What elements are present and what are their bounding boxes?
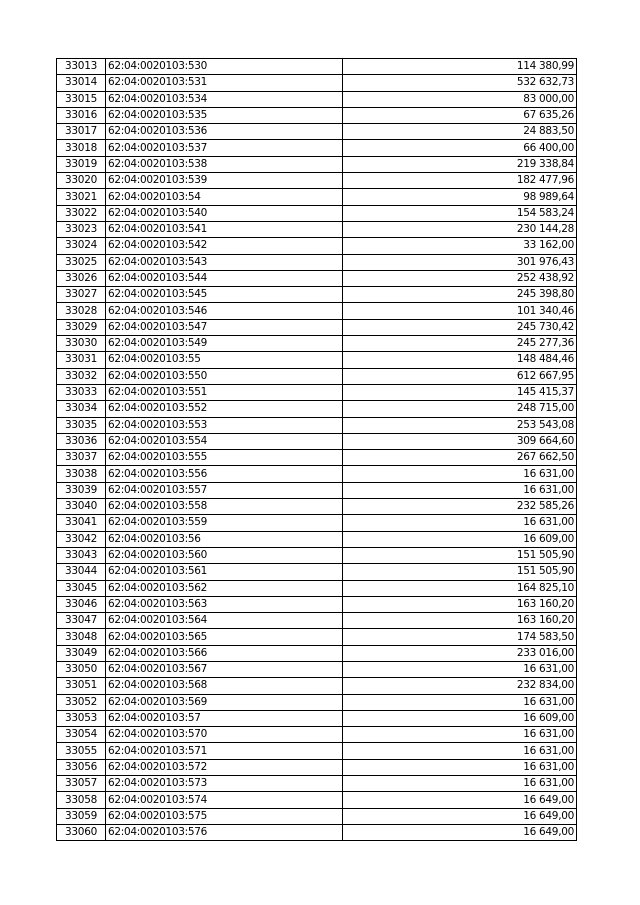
cadastral-number-cell: 62:04:0020103:553 [106, 417, 343, 433]
table-row [57, 515, 577, 531]
row-number-cell: 33059 [57, 808, 106, 824]
table-row [57, 727, 577, 743]
row-number-cell: 33034 [57, 401, 106, 417]
cadastral-value-cell: 16 631,00 [343, 466, 577, 482]
cadastral-number-cell: 62:04:0020103:560 [106, 547, 343, 563]
cadastral-value-cell: 612 667,95 [343, 368, 577, 384]
cadastral-value-cell: 248 715,00 [343, 401, 577, 417]
cadastral-value-cell: 16 631,00 [343, 727, 577, 743]
cadastral-number-cell: 62:04:0020103:56 [106, 531, 343, 547]
cadastral-value-cell: 309 664,60 [343, 433, 577, 449]
table-row [57, 547, 577, 563]
table-row [57, 303, 577, 319]
row-number-cell: 33026 [57, 270, 106, 286]
cadastral-number-cell: 62:04:0020103:539 [106, 173, 343, 189]
row-number-cell: 33013 [57, 59, 106, 75]
cadastral-number-cell: 62:04:0020103:558 [106, 499, 343, 515]
table-row [57, 75, 577, 91]
table-row [57, 759, 577, 775]
table-row [57, 140, 577, 156]
row-number-cell: 33055 [57, 743, 106, 759]
row-number-cell: 33020 [57, 173, 106, 189]
cadastral-number-cell: 62:04:0020103:547 [106, 319, 343, 335]
table-row [57, 678, 577, 694]
row-number-cell: 33051 [57, 678, 106, 694]
row-number-cell: 33022 [57, 205, 106, 221]
row-number-cell: 33029 [57, 319, 106, 335]
cadastral-number-cell: 62:04:0020103:542 [106, 238, 343, 254]
cadastral-value-cell: 532 632,73 [343, 75, 577, 91]
table-row [57, 270, 577, 286]
table-row [57, 124, 577, 140]
row-number-cell: 33049 [57, 645, 106, 661]
row-number-cell: 33017 [57, 124, 106, 140]
cadastral-number-cell: 62:04:0020103:565 [106, 629, 343, 645]
row-number-cell: 33058 [57, 792, 106, 808]
row-number-cell: 33057 [57, 776, 106, 792]
cadastral-number-cell: 62:04:0020103:569 [106, 694, 343, 710]
table-row [57, 596, 577, 612]
cadastral-value-cell: 66 400,00 [343, 140, 577, 156]
table-row [57, 710, 577, 726]
row-number-cell: 33030 [57, 336, 106, 352]
row-number-cell: 33019 [57, 156, 106, 172]
row-number-cell: 33039 [57, 482, 106, 498]
row-number-cell: 33037 [57, 450, 106, 466]
cadastral-value-cell: 16 649,00 [343, 824, 577, 840]
cadastral-value-cell: 16 631,00 [343, 759, 577, 775]
cadastral-number-cell: 62:04:0020103:552 [106, 401, 343, 417]
row-number-cell: 33018 [57, 140, 106, 156]
table-row [57, 189, 577, 205]
table-row [57, 205, 577, 221]
cadastral-number-cell: 62:04:0020103:571 [106, 743, 343, 759]
row-number-cell: 33043 [57, 547, 106, 563]
table-row [57, 613, 577, 629]
row-number-cell: 33048 [57, 629, 106, 645]
row-number-cell: 33014 [57, 75, 106, 91]
cadastral-value-cell: 16 609,00 [343, 531, 577, 547]
row-number-cell: 33035 [57, 417, 106, 433]
table-row [57, 792, 577, 808]
cadastral-number-cell: 62:04:0020103:545 [106, 287, 343, 303]
cadastral-value-cell: 67 635,26 [343, 107, 577, 123]
row-number-cell: 33016 [57, 107, 106, 123]
cadastral-value-cell: 33 162,00 [343, 238, 577, 254]
cadastral-value-cell: 163 160,20 [343, 613, 577, 629]
cadastral-value-cell: 232 834,00 [343, 678, 577, 694]
table-row [57, 221, 577, 237]
table-row [57, 254, 577, 270]
table-row [57, 352, 577, 368]
table-row [57, 580, 577, 596]
table-row [57, 564, 577, 580]
row-number-cell: 33038 [57, 466, 106, 482]
row-number-cell: 33025 [57, 254, 106, 270]
table-row [57, 661, 577, 677]
cadastral-number-cell: 62:04:0020103:562 [106, 580, 343, 596]
cadastral-number-cell: 62:04:0020103:530 [106, 59, 343, 75]
cadastral-value-cell: 233 016,00 [343, 645, 577, 661]
cadastral-number-cell: 62:04:0020103:574 [106, 792, 343, 808]
table-row [57, 384, 577, 400]
cadastral-number-cell: 62:04:0020103:535 [106, 107, 343, 123]
table-row [57, 368, 577, 384]
cadastral-value-cell: 219 338,84 [343, 156, 577, 172]
row-number-cell: 33027 [57, 287, 106, 303]
table-row [57, 499, 577, 515]
cadastral-value-cell: 301 976,43 [343, 254, 577, 270]
cadastral-number-cell: 62:04:0020103:550 [106, 368, 343, 384]
table-body [57, 59, 577, 841]
table-row [57, 336, 577, 352]
table-row [57, 287, 577, 303]
cadastral-value-cell: 163 160,20 [343, 596, 577, 612]
cadastral-number-cell: 62:04:0020103:538 [106, 156, 343, 172]
cadastral-value-table [56, 58, 577, 841]
row-number-cell: 33046 [57, 596, 106, 612]
cadastral-value-cell: 101 340,46 [343, 303, 577, 319]
row-number-cell: 33021 [57, 189, 106, 205]
cadastral-number-cell: 62:04:0020103:561 [106, 564, 343, 580]
table-row [57, 173, 577, 189]
row-number-cell: 33015 [57, 91, 106, 107]
row-number-cell: 33031 [57, 352, 106, 368]
table-row [57, 91, 577, 107]
table-row [57, 645, 577, 661]
cadastral-value-cell: 245 398,80 [343, 287, 577, 303]
cadastral-number-cell: 62:04:0020103:54 [106, 189, 343, 205]
cadastral-number-cell: 62:04:0020103:572 [106, 759, 343, 775]
cadastral-value-cell: 164 825,10 [343, 580, 577, 596]
cadastral-value-cell: 16 631,00 [343, 776, 577, 792]
cadastral-value-cell: 148 484,46 [343, 352, 577, 368]
cadastral-number-cell: 62:04:0020103:549 [106, 336, 343, 352]
cadastral-number-cell: 62:04:0020103:573 [106, 776, 343, 792]
row-number-cell: 33060 [57, 824, 106, 840]
cadastral-value-cell: 252 438,92 [343, 270, 577, 286]
cadastral-number-cell: 62:04:0020103:554 [106, 433, 343, 449]
cadastral-value-cell: 232 585,26 [343, 499, 577, 515]
table-row [57, 808, 577, 824]
cadastral-value-cell: 16 649,00 [343, 792, 577, 808]
table-row [57, 59, 577, 75]
cadastral-value-cell: 230 144,28 [343, 221, 577, 237]
cadastral-value-cell: 16 609,00 [343, 710, 577, 726]
cadastral-number-cell: 62:04:0020103:575 [106, 808, 343, 824]
row-number-cell: 33036 [57, 433, 106, 449]
cadastral-value-cell: 151 505,90 [343, 547, 577, 563]
row-number-cell: 33044 [57, 564, 106, 580]
cadastral-value-cell: 16 631,00 [343, 482, 577, 498]
cadastral-number-cell: 62:04:0020103:555 [106, 450, 343, 466]
cadastral-value-cell: 253 543,08 [343, 417, 577, 433]
row-number-cell: 33056 [57, 759, 106, 775]
cadastral-number-cell: 62:04:0020103:570 [106, 727, 343, 743]
cadastral-value-cell: 245 277,36 [343, 336, 577, 352]
cadastral-number-cell: 62:04:0020103:557 [106, 482, 343, 498]
table-row [57, 824, 577, 840]
cadastral-value-cell: 16 649,00 [343, 808, 577, 824]
table-row [57, 743, 577, 759]
cadastral-value-cell: 16 631,00 [343, 694, 577, 710]
row-number-cell: 33045 [57, 580, 106, 596]
cadastral-value-cell: 182 477,96 [343, 173, 577, 189]
cadastral-number-cell: 62:04:0020103:540 [106, 205, 343, 221]
cadastral-number-cell: 62:04:0020103:566 [106, 645, 343, 661]
row-number-cell: 33050 [57, 661, 106, 677]
row-number-cell: 33024 [57, 238, 106, 254]
cadastral-number-cell: 62:04:0020103:551 [106, 384, 343, 400]
table-row [57, 466, 577, 482]
cadastral-value-cell: 24 883,50 [343, 124, 577, 140]
cadastral-value-cell: 114 380,99 [343, 59, 577, 75]
cadastral-value-cell: 16 631,00 [343, 661, 577, 677]
cadastral-value-cell: 98 989,64 [343, 189, 577, 205]
cadastral-number-cell: 62:04:0020103:563 [106, 596, 343, 612]
cadastral-number-cell: 62:04:0020103:534 [106, 91, 343, 107]
cadastral-number-cell: 62:04:0020103:564 [106, 613, 343, 629]
row-number-cell: 33033 [57, 384, 106, 400]
row-number-cell: 33052 [57, 694, 106, 710]
table-row [57, 776, 577, 792]
cadastral-value-cell: 145 415,37 [343, 384, 577, 400]
cadastral-number-cell: 62:04:0020103:537 [106, 140, 343, 156]
row-number-cell: 33047 [57, 613, 106, 629]
cadastral-number-cell: 62:04:0020103:568 [106, 678, 343, 694]
cadastral-value-cell: 267 662,50 [343, 450, 577, 466]
cadastral-number-cell: 62:04:0020103:567 [106, 661, 343, 677]
cadastral-number-cell: 62:04:0020103:57 [106, 710, 343, 726]
table-row [57, 694, 577, 710]
table-row [57, 238, 577, 254]
cadastral-number-cell: 62:04:0020103:531 [106, 75, 343, 91]
table-row [57, 629, 577, 645]
cadastral-number-cell: 62:04:0020103:559 [106, 515, 343, 531]
cadastral-number-cell: 62:04:0020103:55 [106, 352, 343, 368]
row-number-cell: 33023 [57, 221, 106, 237]
cadastral-number-cell: 62:04:0020103:544 [106, 270, 343, 286]
cadastral-value-cell: 245 730,42 [343, 319, 577, 335]
cadastral-value-cell: 83 000,00 [343, 91, 577, 107]
cadastral-value-cell: 16 631,00 [343, 515, 577, 531]
row-number-cell: 33032 [57, 368, 106, 384]
table-row [57, 433, 577, 449]
table-row [57, 401, 577, 417]
row-number-cell: 33042 [57, 531, 106, 547]
table-row [57, 107, 577, 123]
table-row [57, 417, 577, 433]
cadastral-number-cell: 62:04:0020103:556 [106, 466, 343, 482]
cadastral-number-cell: 62:04:0020103:576 [106, 824, 343, 840]
cadastral-value-cell: 16 631,00 [343, 743, 577, 759]
row-number-cell: 33041 [57, 515, 106, 531]
row-number-cell: 33053 [57, 710, 106, 726]
table-row [57, 482, 577, 498]
cadastral-number-cell: 62:04:0020103:536 [106, 124, 343, 140]
table-row [57, 531, 577, 547]
cadastral-value-cell: 174 583,50 [343, 629, 577, 645]
cadastral-number-cell: 62:04:0020103:546 [106, 303, 343, 319]
cadastral-value-cell: 154 583,24 [343, 205, 577, 221]
row-number-cell: 33040 [57, 499, 106, 515]
cadastral-number-cell: 62:04:0020103:543 [106, 254, 343, 270]
table-row [57, 450, 577, 466]
cadastral-number-cell: 62:04:0020103:541 [106, 221, 343, 237]
cadastral-value-cell: 151 505,90 [343, 564, 577, 580]
table-row [57, 319, 577, 335]
table-row [57, 156, 577, 172]
row-number-cell: 33028 [57, 303, 106, 319]
row-number-cell: 33054 [57, 727, 106, 743]
